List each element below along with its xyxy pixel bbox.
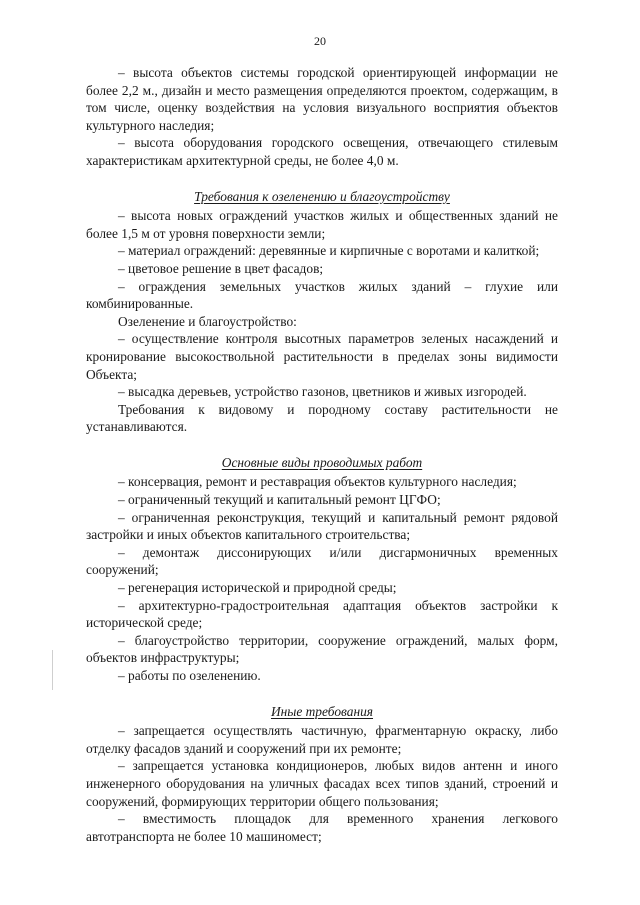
paragraph: – высадка деревьев, устройство газонов, цветников и живых изгородей.: [118, 384, 527, 400]
paragraph: Озеленение и благоустройство:: [118, 313, 297, 329]
paragraph: – демонтаж диссонирующих и/или дисгармоничных временных сооружений;: [86, 544, 558, 578]
paragraph: – ограниченный текущий и капитальный ремонт ЦГФО;: [118, 492, 441, 508]
paragraph: – архитектурно-градостроительная адаптация объектов застройки к исторической среде;: [86, 597, 558, 631]
paragraph: – материал ограждений: деревянные и кирпичные с воротами и калиткой;: [118, 243, 540, 259]
paragraph: – осуществление контроля высотных параметров зеленых насаждений и кронирование высокоствольной растительности в пределах зоны видимости Объекта;: [86, 331, 558, 382]
paragraph: – ограниченная реконструкция, текущий и капитальный ремонт рядовой застройки и иных объектов капитального строительства;: [86, 509, 558, 543]
paragraph: Требования к видовому и породному составу растительности не устанавливаются.: [86, 401, 558, 435]
paragraph: – консервация, ремонт и реставрация объектов культурного наследия;: [118, 474, 517, 490]
paragraph: – вместимость площадок для временного хранения легкового автотранспорта не более 10 машиномест;: [86, 811, 558, 844]
section-heading-other: Иные требования: [270, 703, 374, 719]
section-heading-works: Основные виды проводимых работ: [221, 454, 423, 470]
section-heading-landscaping: Требования к озеленению и благоустройству: [194, 188, 450, 204]
paragraph: – ограждения земельных участков жилых зданий – глухие или комбинированные.: [86, 278, 558, 312]
paragraph: – запрещается установка кондиционеров, любых видов антенн и иного инженерного оборудования на уличных фасадах всех типов зданий, строений и сооружений, формирующих территории общего пользования;: [86, 758, 558, 809]
paragraph: – работы по озеленению.: [118, 668, 261, 683]
paragraph: – цветовое решение в цвет фасадов;: [118, 260, 324, 276]
paragraph: – высота новых ограждений участков жилых и общественных зданий не более 1,5 м от уровня поверхности земли;: [86, 208, 558, 241]
paragraph: – регенерация исторической и природной среды;: [118, 580, 397, 596]
page-number: 20: [314, 34, 326, 48]
margin-scan-mark: [52, 650, 53, 690]
paragraph: – запрещается осуществлять частичную, фрагментарную окраску, либо отделку фасадов зданий и сооружений при их ремонте;: [86, 723, 558, 756]
paragraph: – высота оборудования городского освещения, отвечающего стилевым характеристикам архитектурной среды, не более 4,0 м.: [86, 135, 558, 168]
paragraph: – благоустройство территории, сооружение ограждений, малых форм, объектов инфраструктуры;: [86, 632, 558, 666]
paragraph: – высота объектов системы городской ориентирующей информации не более 2,2 м., дизайн и место размещения определяются проектом, содержащим, в том числе, оценку воздействия на условия визуального восприятия объектов культурного наследия;: [86, 65, 558, 133]
document-body: [86, 64, 558, 845]
